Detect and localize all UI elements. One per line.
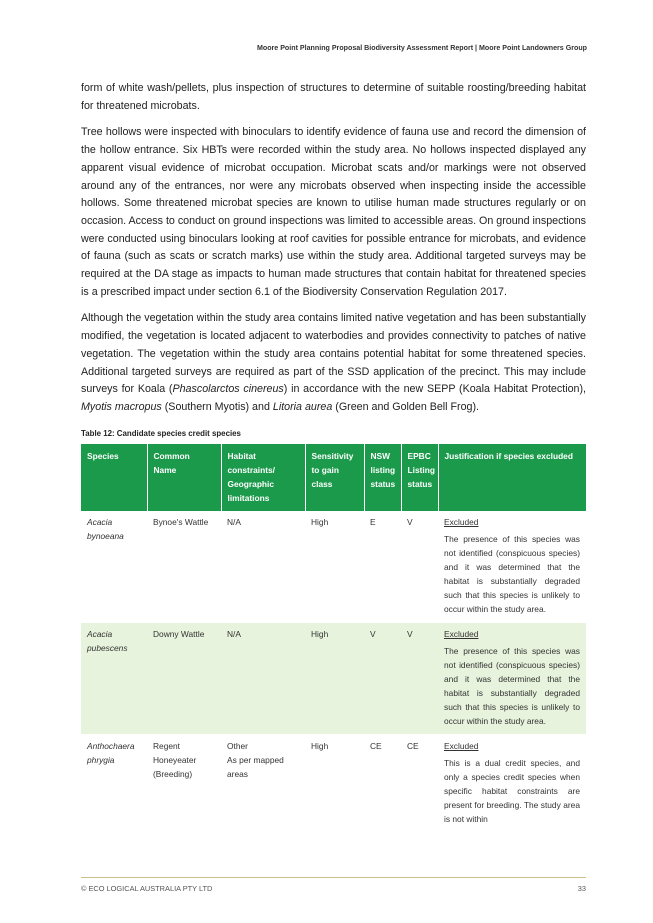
para3-text-3: (Southern Myotis) and — [161, 400, 273, 413]
cell-common-name: Downy Wattle — [147, 622, 221, 734]
myotis-scientific-name: Myotis macropus — [81, 400, 162, 413]
koala-scientific-name: Phascolarctos cinereus — [172, 383, 284, 396]
para3-text-2: ) in accordance with the new SEPP (Koala Habitat Protection), — [283, 383, 586, 396]
cell-nsw: CE — [364, 734, 401, 832]
cell-epbc: CE — [401, 734, 438, 832]
cell-habitat — [221, 622, 305, 734]
habitat-line-2: As per mapped areas — [227, 754, 284, 779]
running-header: Moore Point Planning Proposal Biodiversity Assessment Report | Moore Point Landowners Group — [256, 44, 587, 52]
header-justification: Justification if species excluded — [438, 444, 586, 511]
cell-habitat — [221, 511, 305, 623]
cell-species: Acacia bynoeana — [81, 511, 147, 623]
table-header-row — [81, 444, 586, 511]
table-row — [81, 734, 586, 832]
header-nsw-listing: NSW listing status — [364, 444, 401, 511]
cell-justification — [438, 622, 586, 734]
cell-sensitivity: High — [305, 734, 364, 832]
cell-species: Acacia pubescens — [81, 622, 147, 734]
habitat-line-1: Other — [227, 740, 248, 751]
header-species: Species — [81, 444, 147, 511]
cell-epbc: V — [401, 622, 438, 734]
cell-nsw: E — [364, 511, 401, 623]
footer-copyright: © ECO LOGICAL AUSTRALIA PTY LTD — [81, 884, 213, 893]
table-row — [81, 511, 586, 623]
paragraph-microbat-habitat: form of white wash/pellets, plus inspection of structures to determine of suitable roosting/breeding habitat for threatened microbats. — [81, 82, 586, 112]
cell-justification — [438, 511, 586, 623]
page-number: 33 — [577, 884, 586, 893]
cell-habitat — [221, 734, 305, 832]
cell-species: Anthochaera phrygia — [81, 734, 147, 832]
exclusion-status: Excluded — [444, 740, 479, 751]
exclusion-reason: The presence of this species was not identified (conspicuous species) and it was determined that the habitat is substantially degraded such that this species is unlikely to occur within the study area. — [444, 645, 580, 726]
header-common-name: Common Name — [147, 444, 221, 511]
cell-sensitivity: High — [305, 622, 364, 734]
header-habitat-constraints: Habitat constraints/ Geographic limitations — [221, 444, 305, 511]
cell-sensitivity: High — [305, 511, 364, 623]
litoria-scientific-name: Litoria aurea — [272, 400, 333, 413]
para3-text-1: Although the vegetation within the study area contains limited native vegetation and has been substantially modified, the vegetation is located adjacent to waterbodies and provides connectivity to patches of native vegetation. The vegetation within the study area contains potential habitat for some threatened species. Additional targeted surveys are required as part of the SSD application of the precinct. This may include surveys for Koala ( — [81, 312, 586, 396]
exclusion-reason: The presence of this species was not identified (conspicuous species) and it was determined that the habitat is substantially degraded such that this species is unlikely to occur within the study area. — [444, 533, 580, 614]
table-caption: Table 12: Candidate species credit species — [81, 428, 241, 438]
cell-nsw: V — [364, 622, 401, 734]
habitat-line-1: N/A — [227, 516, 241, 527]
table-row — [81, 622, 586, 734]
footer-divider — [81, 877, 586, 878]
cell-common-name: Bynoe's Wattle — [147, 511, 221, 623]
exclusion-status: Excluded — [444, 516, 479, 527]
main-content — [81, 80, 586, 833]
para3-text-4: (Green and Golden Bell Frog). — [332, 400, 480, 413]
exclusion-status: Excluded — [444, 628, 479, 639]
candidate-species-table — [81, 444, 586, 833]
paragraph-vegetation — [81, 310, 586, 416]
cell-justification — [438, 734, 586, 832]
header-sensitivity: Sensitivity to gain class — [305, 444, 364, 511]
cell-epbc: V — [401, 511, 438, 623]
habitat-line-1: N/A — [227, 628, 241, 639]
header-epbc-listing: EPBC Listing status — [401, 444, 438, 511]
cell-common-name: Regent Honeyeater (Breeding) — [147, 734, 221, 832]
exclusion-reason: This is a dual credit species, and only a species credit species when specific habitat constraints are present for breeding. The study area is not within — [444, 757, 580, 824]
paragraph-tree-hollows: Tree hollows were inspected with binoculars to identify evidence of fauna use and record the dimension of the hollow entrance. Six HBTs were recorded within the study area. No hollows inspected displayed any apparent visual evidence of microbat occupation. Microbat scats and/or markings were not observed around any of the entrances, nor were any microbats observed when inspecting inside the accessible hollows. Some threatened microbat species are known to utilise human made structures regularly or on occasion. Access to conduct on ground inspections was limited to accessible areas. On ground inspections were conducted using binoculars looking at roof cavities for possible entrance for microbats, and evidence of fauna (such as scats or scratch marks) use within the study area. Additional targeted surveys may be required at the DA stage as impacts to human made structures that contain habitat for threatened species is a prescribed impact under section 6.1 of the Biodiversity Conservation Regulation 2017. — [81, 126, 586, 298]
